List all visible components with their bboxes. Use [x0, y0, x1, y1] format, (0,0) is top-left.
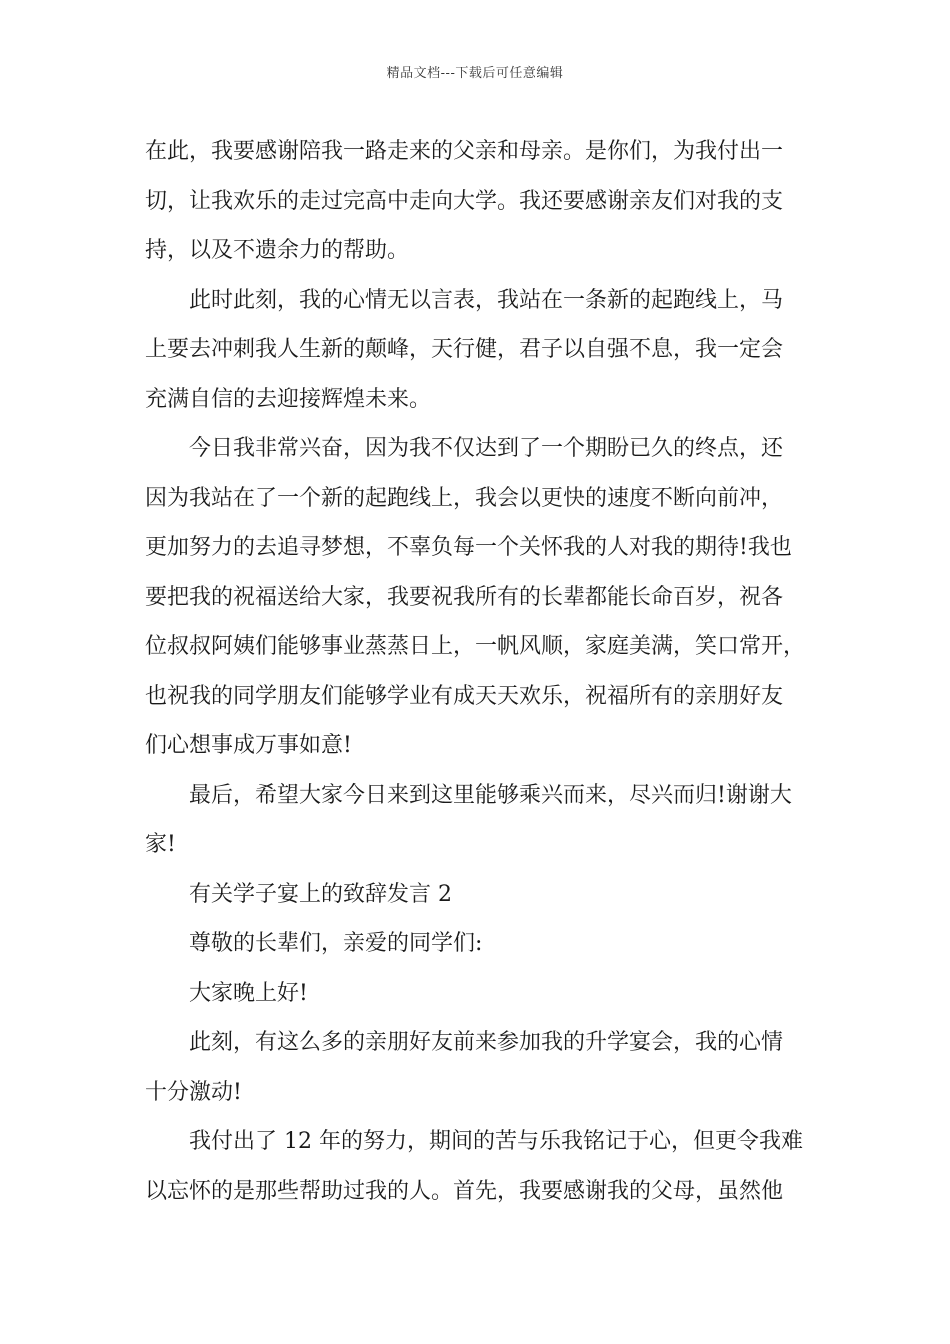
text-line: 此刻，有这么多的亲朋好友前来参加我的升学宴会，我的心情 — [189, 1030, 784, 1055]
text-line: 因为我站在了一个新的起跑线上，我会以更快的速度不断向前冲， — [145, 485, 784, 511]
text-line: 更加努力的去追寻梦想，不辜负每一个关怀我的人对我的期待!我也 — [145, 535, 792, 560]
text-line: 切，让我欢乐的走过完高中走向大学。我还要感谢亲友们对我的支 — [145, 188, 784, 214]
text-line: 十分激动! — [145, 1079, 242, 1105]
text-line: 最后，希望大家今日来到这里能够乘兴而来，尽兴而归!谢谢大 — [189, 782, 792, 808]
page-header: 精品文档---下载后可任意编辑 — [386, 66, 564, 81]
text-line: 也祝我的同学朋友们能够学业有成天天欢乐，祝福所有的亲朋好友 — [145, 683, 784, 709]
text-line: 持，以及不遗余力的帮助。 — [145, 238, 410, 263]
text-line: 此时此刻，我的心情无以言表，我站在一条新的起跑线上，马 — [189, 287, 784, 313]
text-line: 位叔叔阿姨们能够事业蒸蒸日上，一帆风顺，家庭美满，笑口常开， — [145, 634, 806, 659]
document-body — [145, 127, 823, 1216]
text-line: 以忘怀的是那些帮助过我的人。首先，我要感谢我的父母，虽然他 — [145, 1178, 784, 1204]
greeting-line: 大家晚上好! — [189, 980, 308, 1006]
text-line: 上要去冲刺我人生新的颠峰，天行健，君子以自强不息，我一定会 — [145, 337, 784, 362]
salutation-line: 尊敬的长辈们，亲爱的同学们: — [189, 931, 483, 956]
text-line: 要把我的祝福送给大家，我要祝我所有的长辈都能长命百岁，祝各 — [145, 584, 784, 610]
text-line: 今日我非常兴奋，因为我不仅达到了一个期盼已久的终点，还 — [189, 436, 784, 461]
text-line: 我付出了 12 年的努力，期间的苦与乐我铭记于心，但更令我难 — [189, 1129, 803, 1154]
text-line: 在此，我要感谢陪我一路走来的父亲和母亲。是你们，为我付出一 — [145, 139, 784, 164]
text-line: 充满自信的去迎接辉煌未来。 — [145, 386, 432, 412]
section-heading: 有关学子宴上的致辞发言 2 — [189, 881, 452, 907]
text-line: 们心想事成万事如意! — [145, 733, 352, 758]
text-line: 家! — [145, 832, 176, 857]
